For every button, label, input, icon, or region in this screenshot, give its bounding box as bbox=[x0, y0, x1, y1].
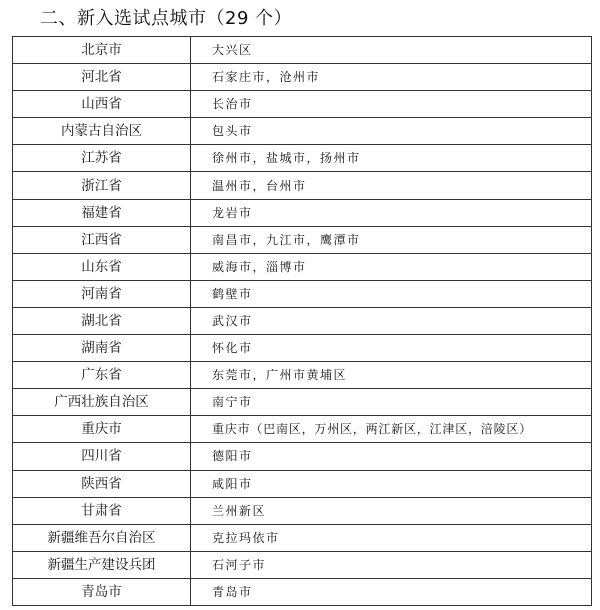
table-row bbox=[13, 578, 592, 605]
table-row bbox=[13, 389, 592, 416]
cities-cell: 包头市 bbox=[191, 118, 592, 145]
province-cell: 内蒙古自治区 bbox=[13, 118, 191, 145]
cities-cell: 温州市，台州市 bbox=[191, 172, 592, 199]
province-cell: 陕西省 bbox=[13, 470, 191, 497]
cities-cell: 长治市 bbox=[191, 91, 592, 118]
table-row bbox=[13, 199, 592, 226]
province-cell: 湖北省 bbox=[13, 307, 191, 334]
province-cell: 江苏省 bbox=[13, 145, 191, 172]
table-row bbox=[13, 416, 592, 443]
province-cell: 四川省 bbox=[13, 443, 191, 470]
cities-cell: 大兴区 bbox=[191, 37, 592, 64]
province-cell: 浙江省 bbox=[13, 172, 191, 199]
province-cell: 河南省 bbox=[13, 280, 191, 307]
province-cell: 新疆维吾尔自治区 bbox=[13, 524, 191, 551]
table-row bbox=[13, 443, 592, 470]
province-cell: 江西省 bbox=[13, 226, 191, 253]
table-row bbox=[13, 64, 592, 91]
province-cell: 北京市 bbox=[13, 37, 191, 64]
cities-cell: 威海市，淄博市 bbox=[191, 253, 592, 280]
cities-cell: 南昌市，九江市，鹰潭市 bbox=[191, 226, 592, 253]
cities-cell: 东莞市，广州市黄埔区 bbox=[191, 362, 592, 389]
cities-cell: 重庆市（巴南区，万州区，两江新区，江津区，涪陵区） bbox=[191, 416, 592, 443]
province-cell: 福建省 bbox=[13, 199, 191, 226]
province-cell: 青岛市 bbox=[13, 578, 191, 605]
cities-cell: 德阳市 bbox=[191, 443, 592, 470]
pilot-cities-table bbox=[12, 36, 592, 606]
table-row bbox=[13, 362, 592, 389]
table-row bbox=[13, 497, 592, 524]
province-cell: 重庆市 bbox=[13, 416, 191, 443]
table-row bbox=[13, 524, 592, 551]
province-cell: 河北省 bbox=[13, 64, 191, 91]
table-row bbox=[13, 253, 592, 280]
cities-cell: 石家庄市，沧州市 bbox=[191, 64, 592, 91]
province-cell: 湖南省 bbox=[13, 335, 191, 362]
cities-cell: 咸阳市 bbox=[191, 470, 592, 497]
cities-cell: 克拉玛依市 bbox=[191, 524, 592, 551]
cities-cell: 徐州市，盐城市，扬州市 bbox=[191, 145, 592, 172]
table-row bbox=[13, 91, 592, 118]
section-heading: 二、新入选试点城市（29 个） bbox=[40, 8, 293, 29]
table-row bbox=[13, 335, 592, 362]
table-row bbox=[13, 307, 592, 334]
province-cell: 山东省 bbox=[13, 253, 191, 280]
cities-cell: 南宁市 bbox=[191, 389, 592, 416]
table-row bbox=[13, 145, 592, 172]
cities-cell: 石河子市 bbox=[191, 551, 592, 578]
table-row bbox=[13, 226, 592, 253]
province-cell: 山西省 bbox=[13, 91, 191, 118]
province-cell: 新疆生产建设兵团 bbox=[13, 551, 191, 578]
province-cell: 甘肃省 bbox=[13, 497, 191, 524]
cities-cell: 武汉市 bbox=[191, 307, 592, 334]
cities-cell: 龙岩市 bbox=[191, 199, 592, 226]
table-row bbox=[13, 551, 592, 578]
province-cell: 广东省 bbox=[13, 362, 191, 389]
cities-cell: 青岛市 bbox=[191, 578, 592, 605]
table-row bbox=[13, 118, 592, 145]
table-row bbox=[13, 37, 592, 64]
cities-cell: 怀化市 bbox=[191, 335, 592, 362]
province-cell: 广西壮族自治区 bbox=[13, 389, 191, 416]
table-row bbox=[13, 172, 592, 199]
table-row bbox=[13, 470, 592, 497]
table-row bbox=[13, 280, 592, 307]
cities-cell: 兰州新区 bbox=[191, 497, 592, 524]
cities-cell: 鹤壁市 bbox=[191, 280, 592, 307]
